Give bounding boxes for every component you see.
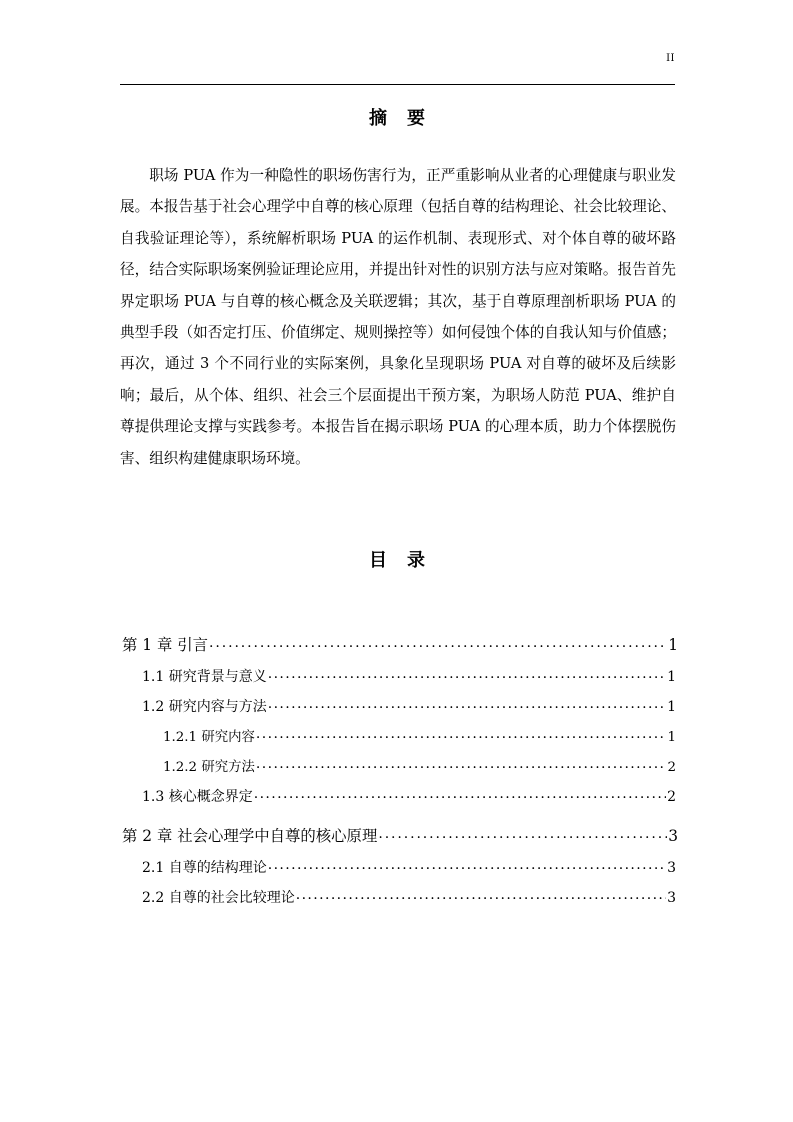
toc-entry-level-2[interactable]	[142, 692, 676, 722]
abstract-heading: 摘 要	[369, 108, 426, 129]
abstract-body-text: 职场 PUA 作为一种隐性的职场伤害行为，正严重影响从业者的心理健康与职业发展。本报告基于社会心理学中自尊的核心原理（包括自尊的结构理论、社会比较理论、自我验证理论等），系统解析职场 PUA 的运作机制、表现形式、对个体自尊的破坏路径，结合实际职场案例验证理论应用，并提出针对性的识别方法与应对策略。报告首先界定职场 PUA 与自尊的核心概念及关联逻辑；其次，基于自尊原理剖析职场 PUA 的典型手段（如否定打压、价值绑定、规则操控等）如何侵蚀个体的自我认知与价值感；再次，通过 3 个不同行业的实际案例，具象化呈现职场 PUA 对自尊的破坏及后续影响；最后，从个体、组织、社会三个层面提出干预方案，为职场人防范 PUA、维护自尊提供理论支撑与实践参考。本报告旨在揭示职场 PUA 的心理本质，助力个体摆脱伤害、组织构建健康职场环境。	[120, 167, 676, 467]
toc-dot-leader	[256, 749, 666, 780]
toc-entry-page-number: 1	[668, 636, 678, 654]
toc-entry-label: 第 1 章 引言	[122, 636, 209, 654]
toc-entry-label: 1.2 研究内容与方法	[142, 699, 267, 715]
toc-entry-label: 1.2.2 研究方法	[163, 760, 255, 775]
toc-entry-level-2[interactable]	[142, 662, 676, 692]
toc-entry-level-3[interactable]	[163, 752, 676, 782]
table-of-contents-heading: 目 录	[369, 550, 426, 571]
toc-entry-page-number: 1	[667, 730, 676, 745]
toc-entry-level-2[interactable]	[142, 782, 676, 812]
toc-entry-page-number: 3	[667, 890, 676, 906]
toc-entry-label: 2.1 自尊的结构理论	[142, 860, 267, 876]
toc-entry-page-number: 2	[667, 789, 676, 805]
toc-entry-level-2[interactable]	[142, 883, 676, 913]
toc-entry-level-1[interactable]	[122, 628, 678, 662]
table-of-contents-list	[120, 628, 676, 913]
header-divider-rule	[120, 84, 675, 85]
toc-dot-leader	[296, 880, 666, 910]
toc-entry-page-number: 3	[667, 860, 676, 876]
toc-entry-page-number: 2	[667, 760, 676, 775]
toc-entry-page-number: 1	[667, 699, 676, 715]
header-page-number: II	[666, 53, 675, 64]
toc-dot-leader	[268, 850, 666, 880]
page-header	[120, 52, 675, 85]
toc-entry-page-number: 1	[667, 669, 676, 685]
toc-entry-page-number: 3	[668, 827, 678, 845]
toc-entry-level-3[interactable]	[163, 722, 676, 752]
toc-dot-leader	[268, 659, 666, 689]
toc-dot-leader	[254, 779, 666, 809]
toc-entry-level-2[interactable]	[142, 853, 676, 883]
toc-dot-leader	[256, 719, 666, 750]
toc-dot-leader	[209, 625, 667, 660]
toc-entry-label: 1.2.1 研究内容	[163, 730, 255, 745]
toc-entry-label: 1.3 核心概念界定	[142, 789, 253, 805]
toc-entry-label: 第 2 章 社会心理学中自尊的核心原理	[122, 827, 378, 845]
toc-entry-level-1[interactable]	[122, 819, 678, 853]
toc-dot-leader	[268, 689, 666, 719]
toc-dot-leader	[378, 816, 667, 851]
toc-entry-label: 1.1 研究背景与意义	[142, 669, 267, 685]
toc-entry-label: 2.2 自尊的社会比较理论	[142, 890, 295, 906]
